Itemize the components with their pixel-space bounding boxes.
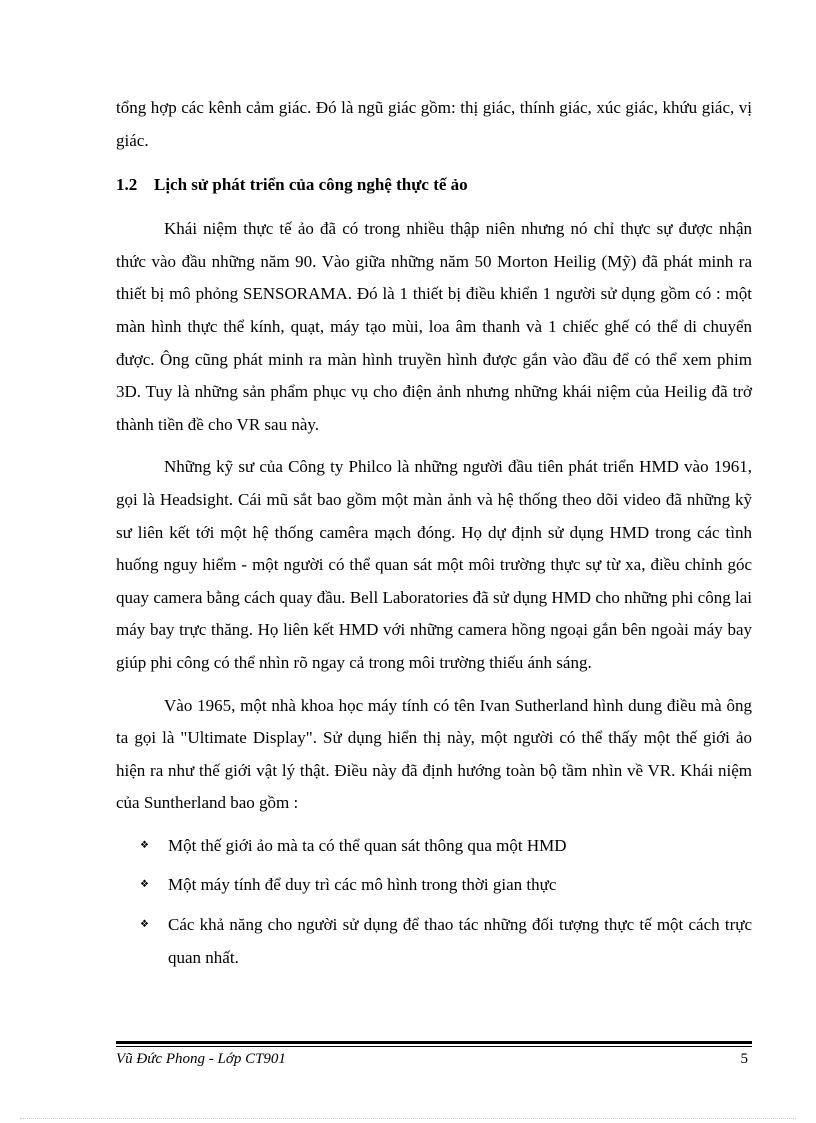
list-item-text: Các khả năng cho người sử dụng để thao tác những đối tượng thực tế một cách trực quan nhất. bbox=[168, 915, 752, 967]
paragraph-philco: Những kỹ sư của Công ty Philco là những người đầu tiên phát triển HMD vào 1961, gọi là Headsight. Cái mũ sắt bao gồm một màn ảnh và hệ thống theo dõi video đã những kỹ sư liên kết tới một hệ thống camêra mạch đóng. Họ dự định sử dụng HMD trong các tình huống nguy hiểm - một người có thể quan sát một môi trường thực sự từ xa, điều chỉnh góc quay camera bằng cách quay đầu. Bell Laboratories đã sử dụng HMD cho những phi công lai máy bay trực thăng. Họ liên kết HMD với những camera hồng ngoại gắn bên ngoài máy bay giúp phi công có thể nhìn rõ ngay cả trong môi trường thiếu ánh sáng. bbox=[116, 457, 752, 672]
page-edge-divider bbox=[20, 1118, 796, 1119]
paragraph-sutherland: Vào 1965, một nhà khoa học máy tính có tên Ivan Sutherland hình dung điều mà ông ta gọi là "Ultimate Display". Sử dụng hiển thị này, một người có thể thấy một thế giới ảo hiện ra như thế giới vật lý thật. Điều này đã định hướng toàn bộ tầm nhìn về VR. Khái niệm của Suntherland bao gồm : bbox=[116, 695, 752, 813]
footer-divider-thick bbox=[116, 1041, 752, 1044]
diamond-bullet-icon: ❖ bbox=[140, 919, 149, 931]
intro-paragraph: tổng hợp các kênh cảm giác. Đó là ngũ giác gồm: thị giác, thính giác, xúc giác, khứu giác, vị giác. bbox=[116, 98, 752, 150]
section-title: Lịch sử phát triển của công nghệ thực tế ảo bbox=[154, 175, 468, 195]
page-number: 5 bbox=[740, 1051, 748, 1067]
list-item bbox=[116, 869, 752, 902]
list-item-text: Một máy tính để duy trì các mô hình trong thời gian thực bbox=[168, 875, 557, 895]
footer-author: Vũ Đức Phong - Lớp CT901 bbox=[116, 1051, 286, 1067]
list-item bbox=[116, 830, 752, 863]
page-body bbox=[116, 92, 752, 981]
footer-divider-thin bbox=[116, 1046, 752, 1047]
list-item bbox=[116, 909, 752, 974]
concept-list bbox=[116, 830, 752, 974]
section-heading bbox=[116, 169, 752, 201]
diamond-bullet-icon: ❖ bbox=[140, 839, 149, 851]
diamond-bullet-icon: ❖ bbox=[140, 879, 149, 891]
list-item-text: Một thế giới ảo mà ta có thể quan sát thông qua một HMD bbox=[168, 835, 567, 855]
section-number: 1.2 bbox=[116, 175, 138, 195]
paragraph-sensorama: Khái niệm thực tế ảo đã có trong nhiều thập niên nhưng nó chỉ thực sự được nhận thức vào đầu những năm 90. Vào giữa những năm 50 Morton Heilig (Mỹ) đã phát minh ra thiết bị mô phỏng SENSORAMA. Đó là 1 thiết bị điều khiển 1 người sử dụng gồm có : một màn hình thực thể kính, quạt, máy tạo mùi, loa âm thanh và 1 chiếc ghế có thể di chuyển được. Ông cũng phát minh ra màn hình truyền hình được gắn vào đầu để có thể xem phim 3D. Tuy là những sản phẩm phục vụ cho điện ảnh nhưng những khái niệm của Heilig đã trở thành tiền đề cho VR sau này. bbox=[116, 219, 752, 434]
